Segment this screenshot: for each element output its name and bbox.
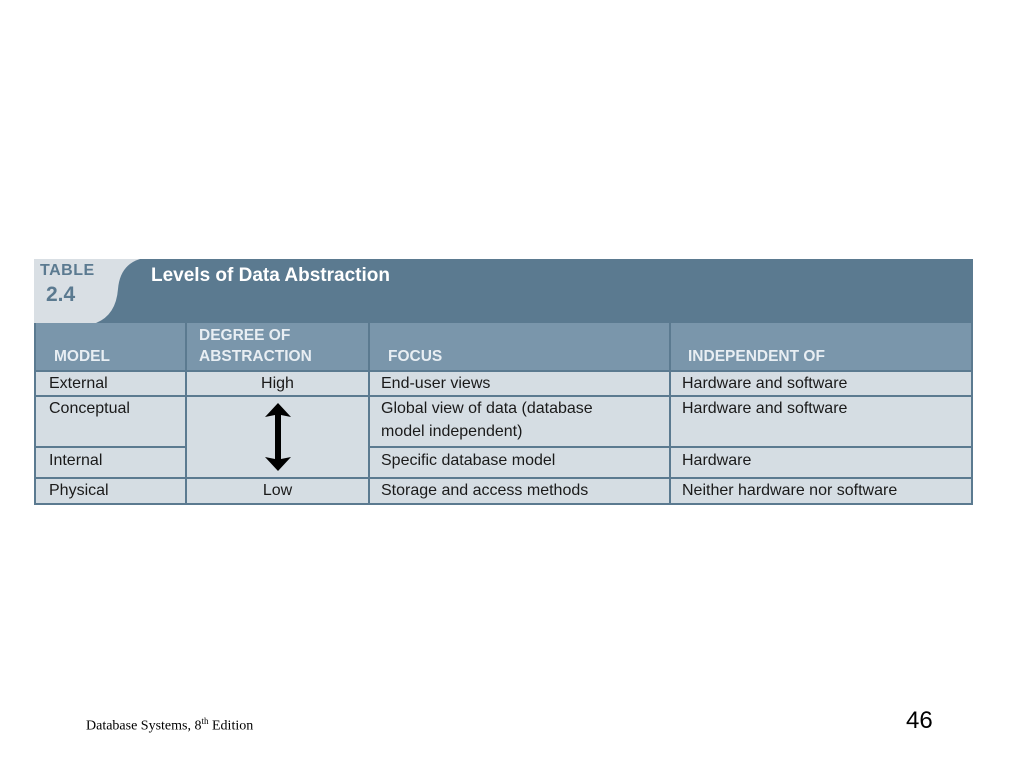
column-header-independent: [671, 323, 971, 370]
table-row-physical-degree: [187, 479, 368, 503]
page-number: 46: [906, 707, 933, 734]
table-row-conceptual-focus: [370, 397, 669, 446]
table-row-external-degree: [187, 372, 368, 395]
column-header-model-label: MODEL: [54, 348, 110, 365]
column-header-degree-line1: DEGREE OF: [199, 327, 291, 344]
table-row-external-model: [36, 372, 185, 395]
cell-model-text: Conceptual: [49, 400, 130, 417]
footer-edition-text: Edition: [208, 718, 254, 734]
double-headed-vertical-arrow-icon: [258, 401, 298, 473]
cell-model-text: Internal: [49, 452, 103, 469]
column-header-row: [34, 323, 973, 370]
footer-book-title: [86, 716, 253, 735]
cell-independent-text: Hardware and software: [682, 375, 848, 392]
cell-independent-text: Neither hardware nor software: [682, 482, 898, 499]
cell-model-text: External: [49, 375, 108, 392]
column-header-degree: [187, 323, 368, 370]
column-header-degree-line2: ABSTRACTION: [199, 348, 312, 365]
column-header-model: [36, 323, 185, 370]
footer-superscript: th: [201, 716, 209, 726]
table-title: Levels of Data Abstraction: [151, 265, 390, 286]
cell-degree-text: Low: [262, 482, 293, 499]
column-header-independent-label: INDEPENDENT OF: [688, 348, 825, 365]
table-label-number: 2.4: [46, 283, 76, 306]
table-row-physical-focus: [370, 479, 669, 503]
cell-model-text: Physical: [49, 482, 109, 499]
cell-focus-text: Storage and access methods: [381, 482, 589, 499]
table-row-internal-independent: [671, 448, 971, 477]
table-row-internal-model: [36, 448, 185, 477]
table-row-external-independent: [671, 372, 971, 395]
column-header-focus: [370, 323, 669, 370]
table-label-word: TABLE: [40, 262, 95, 279]
table-row-conceptual-model: [36, 397, 185, 446]
cell-independent-text: Hardware and software: [682, 400, 848, 417]
column-header-focus-label: FOCUS: [388, 348, 443, 365]
footer-title-text: Database Systems, 8: [86, 718, 202, 734]
degree-merged-cell: [187, 397, 368, 477]
table-row-conceptual-independent: [671, 397, 971, 446]
table-row-physical-model: [36, 479, 185, 503]
cell-degree-text: High: [261, 375, 294, 392]
table-row-physical-independent: [671, 479, 971, 503]
cell-focus-text-line2: model independent): [381, 423, 523, 440]
table-row-internal-focus: [370, 448, 669, 477]
data-abstraction-table: [34, 259, 973, 505]
cell-focus-text-line1: Global view of data (database: [381, 400, 593, 417]
table-title-band: [34, 259, 973, 323]
cell-focus-text: End-user views: [381, 375, 491, 392]
cell-focus-text: Specific database model: [381, 452, 556, 469]
cell-independent-text: Hardware: [682, 452, 752, 469]
table-row-external-focus: [370, 372, 669, 395]
